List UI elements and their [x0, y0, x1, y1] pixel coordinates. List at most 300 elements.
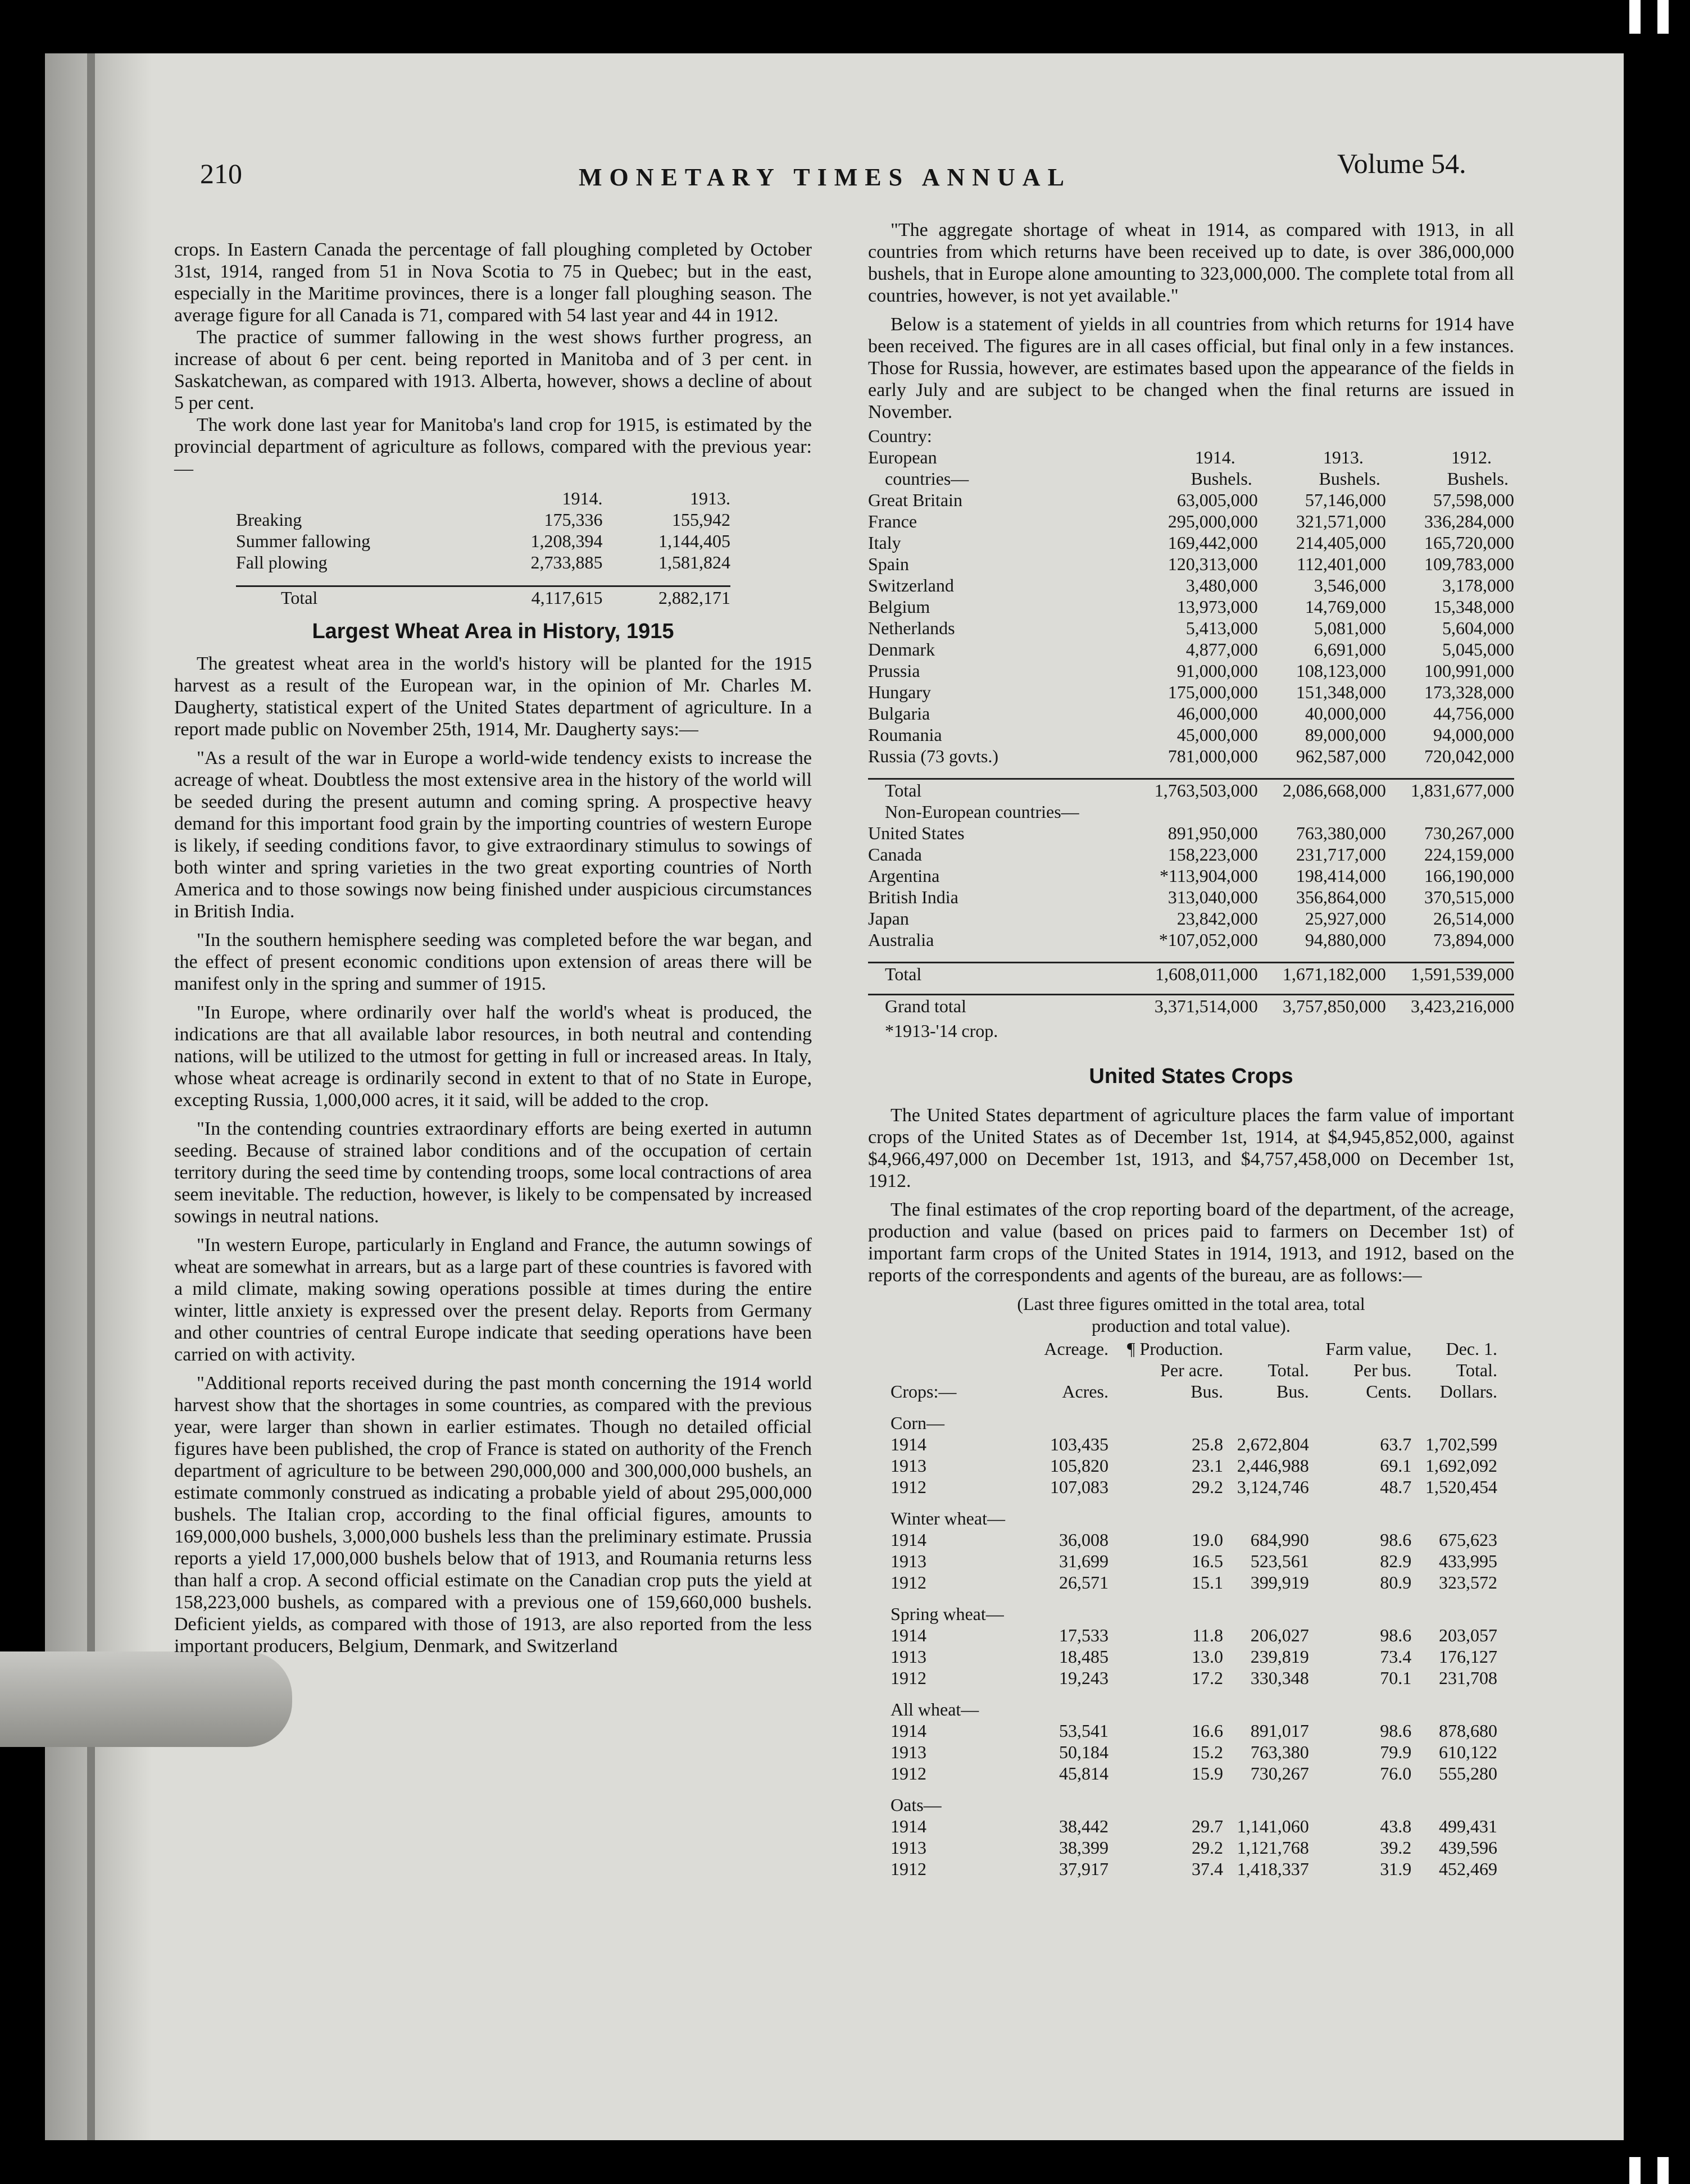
group-row — [868, 1593, 1497, 1625]
cell: 25,927,000 — [1305, 908, 1386, 929]
cell: 53,541 — [1058, 1721, 1109, 1741]
column-header — [1032, 1359, 1109, 1381]
cell: 57,598,000 — [1433, 490, 1514, 510]
row-label: Grand total — [868, 995, 1130, 1017]
column-header: 1914. — [1194, 447, 1235, 467]
cell: 175,336 — [544, 509, 603, 530]
table-header-row — [868, 468, 1514, 489]
row-label: Prussia — [868, 661, 920, 681]
cell: 29.2 — [1191, 1477, 1223, 1497]
table-header-row — [236, 488, 730, 509]
table-row — [868, 822, 1514, 844]
film-mark — [1657, 2157, 1669, 2184]
cell: 151,348,000 — [1296, 682, 1386, 702]
group-label: countries— — [885, 468, 969, 489]
cell: 1,591,539,000 — [1386, 963, 1514, 985]
cell: 224,159,000 — [1424, 844, 1514, 865]
cell: 1,144,405 — [658, 531, 730, 551]
table-row — [868, 1529, 1497, 1550]
cell: 108,123,000 — [1296, 661, 1386, 681]
cell: 17.2 — [1191, 1668, 1223, 1688]
row-label: Breaking — [236, 509, 302, 530]
cell: 107,083 — [1050, 1477, 1109, 1497]
column-header: Bus. — [1276, 1381, 1309, 1402]
group-row — [868, 801, 1514, 822]
row-label: Hungary — [868, 682, 931, 702]
table-row — [868, 865, 1514, 886]
row-label: Total — [236, 586, 475, 609]
row-label: British India — [868, 887, 958, 907]
table-row — [868, 1837, 1497, 1858]
cell: 1,520,454 — [1425, 1477, 1497, 1497]
table-row — [868, 703, 1514, 724]
cell: 37.4 — [1191, 1859, 1223, 1879]
cell: 29.2 — [1191, 1837, 1223, 1858]
cell: 98.6 — [1380, 1625, 1412, 1645]
column-header — [868, 1359, 1032, 1381]
cell: 763,380,000 — [1296, 823, 1386, 843]
cell — [1130, 425, 1258, 447]
row-label: Summer fallowing — [236, 531, 371, 551]
cell: 962,587,000 — [1296, 746, 1386, 766]
row-label: Canada — [868, 844, 922, 865]
cell: 44,756,000 — [1433, 703, 1514, 724]
table-row — [868, 553, 1514, 575]
cell: 15.2 — [1191, 1742, 1223, 1762]
table-row — [868, 908, 1514, 929]
table-row — [868, 1550, 1497, 1572]
cell: 17,533 — [1058, 1625, 1109, 1645]
table-row — [868, 660, 1514, 681]
cell: 82.9 — [1380, 1551, 1412, 1571]
table-row — [868, 886, 1514, 908]
row-label: Netherlands — [868, 618, 955, 638]
row-label: United States — [868, 823, 965, 843]
cell: 3,178,000 — [1442, 575, 1514, 595]
cell: 26,571 — [1058, 1572, 1109, 1593]
table-row — [868, 596, 1514, 617]
row-label: Spain — [868, 554, 909, 574]
cell: 112,401,000 — [1297, 554, 1386, 574]
cell: 11.8 — [1192, 1625, 1223, 1645]
cell: 6,691,000 — [1314, 639, 1386, 659]
cell: 120,313,000 — [1167, 554, 1258, 574]
cell: 684,990 — [1250, 1530, 1309, 1550]
column-header: Total. — [1456, 1360, 1497, 1380]
cell: 499,431 — [1439, 1816, 1497, 1836]
cell: 3,423,216,000 — [1386, 995, 1514, 1017]
cell: 610,122 — [1439, 1742, 1497, 1762]
table-row — [868, 1434, 1497, 1455]
group-label: Corn— — [891, 1413, 944, 1433]
cell: 23.1 — [1191, 1455, 1223, 1476]
cell: 1,208,394 — [530, 531, 603, 551]
total-row — [868, 779, 1514, 802]
cell: 100,991,000 — [1424, 661, 1514, 681]
row-label: 1912 — [891, 1477, 926, 1497]
cell: 19,243 — [1058, 1668, 1109, 1688]
row-label: Australia — [868, 930, 934, 950]
cell: 5,045,000 — [1442, 639, 1514, 659]
cell: 16.5 — [1191, 1551, 1223, 1571]
cell: 3,124,746 — [1237, 1477, 1309, 1497]
column-header: Bus. — [1191, 1381, 1223, 1402]
row-label: 1912 — [891, 1763, 926, 1783]
grand-total-row — [868, 995, 1514, 1017]
row-label: 1912 — [891, 1668, 926, 1688]
volume-label: Volume 54. — [1337, 148, 1466, 179]
row-label: 1914 — [891, 1816, 926, 1836]
cell — [1258, 425, 1386, 447]
paragraph: "Additional reports received during the past month concerning the 1914 world harvest show that the shortages in some countries, as compared with the previous year, were larger than shown in earlier estimates. Though no detailed official figures have been published, the crop of France is stated on authority of the French department of agriculture to be between 290,000,000 and 300,000,000 bushels, an estimate commonly construed as indicating a probable yield of about 295,000,000 bushels. The Italian crop, according to the final official figures, amounts to 169,000,000 bushels, 3,000,000 bushels less than the preliminary estimate. Prussia reports a yield 17,000,000 bushels below that of 1913, and Roumania returns less than half a crop. A second official estimate on the Canadian crop puts the yield at 158,223,000 bushels, as compared with a previous one of 159,660,000 bushels. Deficient yields, as compared with those of 1913, are also reported from the less important producers, Belgium, Denmark, and Switzerland — [174, 1373, 812, 1657]
cell: 29.7 — [1191, 1816, 1223, 1836]
section-heading: United States Crops — [1089, 1064, 1293, 1088]
column-header: 1912. — [1451, 447, 1492, 467]
cell: 63,005,000 — [1176, 490, 1258, 510]
table-row — [868, 575, 1514, 596]
spacer — [868, 985, 1130, 995]
table-row — [868, 1858, 1497, 1880]
cell: 69.1 — [1380, 1455, 1412, 1476]
group-label: Non-European countries— — [885, 802, 1079, 822]
table-header-row — [868, 1381, 1497, 1402]
cell: 73,894,000 — [1433, 930, 1514, 950]
cell: 5,413,000 — [1185, 618, 1258, 638]
row-label: 1914 — [891, 1530, 926, 1550]
page-edge — [87, 53, 95, 2140]
cell: 31,699 — [1058, 1551, 1109, 1571]
table-row — [868, 1572, 1497, 1593]
cell: 76.0 — [1380, 1763, 1412, 1783]
spacer — [868, 767, 1130, 779]
cell: 2,733,885 — [530, 552, 603, 572]
row-label: 1913 — [891, 1455, 926, 1476]
cell: 231,708 — [1439, 1668, 1497, 1688]
row-label: 1912 — [891, 1572, 926, 1593]
cell: 158,223,000 — [1167, 844, 1258, 865]
paragraph: The practice of summer fallowing in the west shows further progress, an increase of about 6 per cent. being reported in Manitoba and of 3 per cent. in Saskatchewan, as compared with 1913. Alberta, however, shows a decline of about 5 per cent. — [174, 327, 812, 413]
cell: 165,720,000 — [1424, 533, 1514, 553]
cell: 1,831,677,000 — [1386, 779, 1514, 802]
cell: 79.9 — [1380, 1742, 1412, 1762]
page-number: 210 — [200, 158, 242, 189]
spacer-row — [868, 985, 1514, 995]
paragraph: The work done last year for Manitoba's land crop for 1915, is estimated by the provincial department of agriculture as follows, compared with the previous year:— — [174, 415, 812, 479]
column-header: Acreage. — [1044, 1339, 1109, 1359]
table-row — [868, 532, 1514, 553]
row-label: Japan — [868, 908, 909, 929]
cell: *107,052,000 — [1159, 930, 1258, 950]
row-label: Belgium — [868, 597, 930, 617]
paragraph: "In western Europe, particularly in England and France, the autumn sowings of wheat are somewhat in arrears, but as a large part of these countries is favored with a mild climate, making sowing operations possible at times during the entire winter, little anxiety is expressed over the present delay. Reports from Germany and other countries of central Europe indicate that seeding operations have been carried on with activity. — [174, 1235, 812, 1365]
spacer — [868, 950, 1130, 963]
cell: 36,008 — [1058, 1530, 1109, 1550]
cell: 214,405,000 — [1296, 533, 1386, 553]
cell: 15.9 — [1191, 1763, 1223, 1783]
table-row — [868, 1720, 1497, 1741]
cell: 23,842,000 — [1176, 908, 1258, 929]
cell: 89,000,000 — [1305, 725, 1386, 745]
cell: 1,418,337 — [1237, 1859, 1309, 1879]
cell: 4,117,615 — [475, 586, 603, 609]
row-label: 1913 — [891, 1646, 926, 1667]
column-header: 1914. — [562, 488, 603, 508]
cell: 94,000,000 — [1433, 725, 1514, 745]
cell: 45,000,000 — [1176, 725, 1258, 745]
table-row — [868, 639, 1514, 660]
paragraph: The final estimates of the crop reporting board of the department, of the acreage, production and value (based on prices paid to farmers on December 1st) of important farm crops of the United States in 1914, 1913, and 1912, based on the reports of the correspondents and agents of the bureau, are as follows:— — [868, 1199, 1514, 1286]
cell: 4,877,000 — [1185, 639, 1258, 659]
cell: 1,763,503,000 — [1130, 779, 1258, 802]
paragraph: "In Europe, where ordinarily over half the world's wheat is produced, the indications are that all available labor resources, in both neutral and contending nations, will be utilized to the utmost for getting in full or increased areas. In Italy, whose wheat acreage is ordinarily second in extent to that of no State in Europe, excepting Russia, 1,000,000 acres, it it said, will be added to the crop. — [174, 1002, 812, 1111]
cell: 48.7 — [1380, 1477, 1412, 1497]
column-header: ¶ Production. — [1127, 1339, 1223, 1359]
cell: 452,469 — [1439, 1859, 1497, 1879]
group-label: European — [868, 447, 937, 467]
cell: 399,919 — [1250, 1572, 1309, 1593]
row-label: Argentina — [868, 866, 940, 886]
cell: 3,546,000 — [1314, 575, 1386, 595]
table-row — [236, 530, 730, 552]
film-mark — [1629, 0, 1641, 34]
table-caption: (Last three figures omitted in the total area, total — [1017, 1294, 1365, 1314]
row-label: Great Britain — [868, 490, 962, 510]
cell: 323,572 — [1439, 1572, 1497, 1593]
row-label: Russia (73 govts.) — [868, 746, 998, 766]
row-label: Fall plowing — [236, 552, 328, 572]
column-header — [1223, 1338, 1309, 1359]
cell: 675,623 — [1439, 1530, 1497, 1550]
column-header: Cents. — [1366, 1381, 1412, 1402]
us-crops-table — [868, 1338, 1497, 1880]
cell: 433,995 — [1439, 1551, 1497, 1571]
group-row — [868, 1689, 1497, 1720]
row-label: 1913 — [891, 1551, 926, 1571]
cell: 730,267 — [1250, 1763, 1309, 1783]
cell: 94,880,000 — [1305, 930, 1386, 950]
table-row — [868, 1763, 1497, 1784]
paragraph: The greatest wheat area in the world's history will be planted for the 1915 harvest as a result of the European war, in the opinion of Mr. Charles M. Daugherty, statistical expert of the United States department of agriculture. In a report made public on November 25th, 1914, Mr. Daugherty says:— — [174, 653, 812, 740]
cell: 176,127 — [1439, 1646, 1497, 1667]
page-clip — [0, 1651, 292, 1747]
cell: 356,864,000 — [1296, 887, 1386, 907]
cell: 38,442 — [1058, 1816, 1109, 1836]
cell: 439,596 — [1439, 1837, 1497, 1858]
cell: 1,608,011,000 — [1130, 963, 1258, 985]
cell: 13.0 — [1191, 1646, 1223, 1667]
cell: 39.2 — [1380, 1837, 1412, 1858]
cell: 891,017 — [1250, 1721, 1309, 1741]
cell: 16.6 — [1191, 1721, 1223, 1741]
cell: 1,702,599 — [1425, 1434, 1497, 1454]
cell: 2,086,668,000 — [1258, 779, 1386, 802]
column-header: 1913. — [1323, 447, 1364, 467]
paragraph: crops. In Eastern Canada the percentage of fall ploughing completed by October 31st, 1914, ranged from 51 in Nova Scotia to 75 in Quebec; but in the east, especially in the Maritime provinces, there is a longer fall ploughing season. The average figure for all Canada is 71, compared with 54 last year and 44 in 1912. — [174, 239, 812, 326]
table-row — [868, 1625, 1497, 1646]
table-row — [868, 844, 1514, 865]
book-gutter — [45, 53, 152, 2140]
footnote: *1913-'14 crop. — [885, 1021, 998, 1041]
cell: 46,000,000 — [1176, 703, 1258, 724]
cell: 15,348,000 — [1433, 597, 1514, 617]
table-row — [236, 509, 730, 530]
column-header: Crops:— — [891, 1381, 957, 1402]
cell: 15.1 — [1191, 1572, 1223, 1593]
cell: 5,081,000 — [1314, 618, 1386, 638]
cell: 1,141,060 — [1237, 1816, 1309, 1836]
cell: 1,671,182,000 — [1258, 963, 1386, 985]
cell: 523,561 — [1250, 1551, 1309, 1571]
cell: 155,942 — [672, 509, 730, 530]
group-row — [868, 1402, 1497, 1434]
cell: 19.0 — [1191, 1530, 1223, 1550]
column-header: Bushels. — [1191, 468, 1252, 489]
cell: 57,146,000 — [1305, 490, 1386, 510]
manitoba-table — [236, 488, 730, 608]
cell: 313,040,000 — [1167, 887, 1258, 907]
table-header-row — [868, 1359, 1497, 1381]
column-header: Dec. 1. — [1446, 1339, 1497, 1359]
cell: 2,446,988 — [1237, 1455, 1309, 1476]
row-label: Total — [868, 963, 1130, 985]
cell: 37,917 — [1058, 1859, 1109, 1879]
row-label: 1914 — [891, 1625, 926, 1645]
row-label: 1912 — [891, 1859, 926, 1879]
cell: 70.1 — [1380, 1668, 1412, 1688]
table-row — [868, 1816, 1497, 1837]
cell: 31.9 — [1380, 1859, 1412, 1879]
column-header: Total. — [1268, 1360, 1309, 1380]
table-row — [868, 489, 1514, 511]
paragraph: "In the contending countries extraordinary efforts are being exerted in autumn seeding. Because of strained labor conditions and of the occupation of certain territory during the seed time by contending troops, some local contractions of area seem inevitable. The reduction, however, is likely to be compensated by increased sowings in neutral nations. — [174, 1118, 812, 1227]
cell: 166,190,000 — [1424, 866, 1514, 886]
cell: 763,380 — [1250, 1742, 1309, 1762]
paragraph: "In the southern hemisphere seeding was completed before the war began, and the effect of present economic conditions upon extension of areas there will be manifest only in the spring and summer of 1915. — [174, 930, 812, 994]
row-label: 1914 — [891, 1721, 926, 1741]
paragraph: The United States department of agriculture places the farm value of important crops of the United States as of December 1st, 1914, at $4,945,852,000, against $4,966,497,000 on December 1st, 1913, and $4,757,458,000 on December 1st, 1912. — [868, 1105, 1514, 1191]
cell: 18,485 — [1058, 1646, 1109, 1667]
left-column — [174, 239, 812, 1657]
group-label: Spring wheat— — [891, 1604, 1004, 1624]
cell: 720,042,000 — [1424, 746, 1514, 766]
cell: 98.6 — [1380, 1530, 1412, 1550]
row-label: Total — [868, 779, 1130, 802]
cell: 3,371,514,000 — [1130, 995, 1258, 1017]
cell: 14,769,000 — [1305, 597, 1386, 617]
cell: 105,820 — [1050, 1455, 1109, 1476]
table-header-row — [868, 1338, 1497, 1359]
cell: 321,571,000 — [1296, 511, 1386, 531]
table-row — [868, 511, 1514, 532]
cell: 2,672,804 — [1237, 1434, 1309, 1454]
row-label: 1914 — [891, 1434, 926, 1454]
cell: 5,604,000 — [1442, 618, 1514, 638]
row-label: Roumania — [868, 725, 942, 745]
cell: 173,328,000 — [1424, 682, 1514, 702]
table-caption: production and total value). — [1092, 1316, 1291, 1336]
film-mark — [1629, 2157, 1641, 2184]
cell: 13,973,000 — [1176, 597, 1258, 617]
table-header-row — [868, 425, 1514, 447]
column-header: 1913. — [690, 488, 730, 508]
total-row — [868, 963, 1514, 985]
cell: 169,442,000 — [1167, 533, 1258, 553]
cell: 730,267,000 — [1424, 823, 1514, 843]
cell: 203,057 — [1439, 1625, 1497, 1645]
cell: 25.8 — [1191, 1434, 1223, 1454]
cell: *113,904,000 — [1159, 866, 1258, 886]
running-head: MONETARY TIMES ANNUAL — [579, 163, 1071, 191]
spacer-row — [868, 950, 1514, 963]
table-row — [868, 1667, 1497, 1689]
cell: 63.7 — [1380, 1434, 1412, 1454]
table-row — [868, 724, 1514, 745]
row-label: 1913 — [891, 1742, 926, 1762]
cell: 3,757,850,000 — [1258, 995, 1386, 1017]
cell — [1386, 425, 1514, 447]
film-mark — [1657, 0, 1669, 34]
cell: 43.8 — [1380, 1816, 1412, 1836]
cell: 295,000,000 — [1167, 511, 1258, 531]
group-row — [868, 1498, 1497, 1529]
column-header: Acres. — [1062, 1381, 1109, 1402]
table-row — [868, 745, 1514, 767]
cell: 91,000,000 — [1176, 661, 1258, 681]
cell: 45,814 — [1058, 1763, 1109, 1783]
cell: 878,680 — [1439, 1721, 1497, 1741]
column-header: Per bus. — [1353, 1360, 1412, 1380]
cell: 98.6 — [1380, 1721, 1412, 1741]
column-header: Bushels. — [1447, 468, 1509, 489]
group-row — [868, 1784, 1497, 1816]
table-row — [868, 1476, 1497, 1498]
total-row — [236, 586, 730, 609]
table-row — [868, 1646, 1497, 1667]
table-row — [868, 681, 1514, 703]
row-label: Bulgaria — [868, 703, 930, 724]
column-header: Dollars. — [1439, 1381, 1497, 1402]
cell: 175,000,000 — [1167, 682, 1258, 702]
table-header-row — [868, 447, 1514, 468]
row-label: Switzerland — [868, 575, 954, 595]
column-header: Farm value, — [1325, 1339, 1412, 1359]
table-row — [868, 617, 1514, 639]
cell: 1,692,092 — [1425, 1455, 1497, 1476]
cell: 555,280 — [1439, 1763, 1497, 1783]
cell: 781,000,000 — [1167, 746, 1258, 766]
cell: 1,121,768 — [1237, 1837, 1309, 1858]
section-heading: Largest Wheat Area in History, 1915 — [312, 620, 674, 643]
row-label: Denmark — [868, 639, 935, 659]
spacer-row — [868, 767, 1514, 779]
paragraph: "As a result of the war in Europe a world-wide tendency exists to increase the acreage of wheat. Doubtless the most extensive area in the history of the world will be seeded during the present autumn and coming spring. A prospective heavy demand for this important food grain by the importing countries of western Europe is likely, if seeding conditions favor, to give extraordinary stimulus to sowings of both winter and spring varieties in the two great exporting countries of North America and to those sowings now being finished under auspicious circumstances in British India. — [174, 748, 812, 922]
cell: 3,480,000 — [1185, 575, 1258, 595]
cell: 50,184 — [1058, 1742, 1109, 1762]
table-row — [868, 1455, 1497, 1476]
group-label: All wheat— — [891, 1699, 979, 1719]
paragraph: Below is a statement of yields in all countries from which returns for 1914 have been received. The figures are in all cases official, but final only in a few instances. Those for Russia, however, are estimates based upon the appearance of the fields in early July and are subject to be changed when the final returns are issued in November. — [868, 314, 1514, 422]
cell: 198,414,000 — [1296, 866, 1386, 886]
column-header — [868, 1338, 1032, 1359]
cell: 38,399 — [1058, 1837, 1109, 1858]
row-label: 1913 — [891, 1837, 926, 1858]
column-header: Per acre. — [1160, 1360, 1223, 1380]
cell: 80.9 — [1380, 1572, 1412, 1593]
group-label: Winter wheat— — [891, 1508, 1005, 1528]
cell: 370,515,000 — [1424, 887, 1514, 907]
cell: 40,000,000 — [1305, 703, 1386, 724]
cell: 73.4 — [1380, 1646, 1412, 1667]
